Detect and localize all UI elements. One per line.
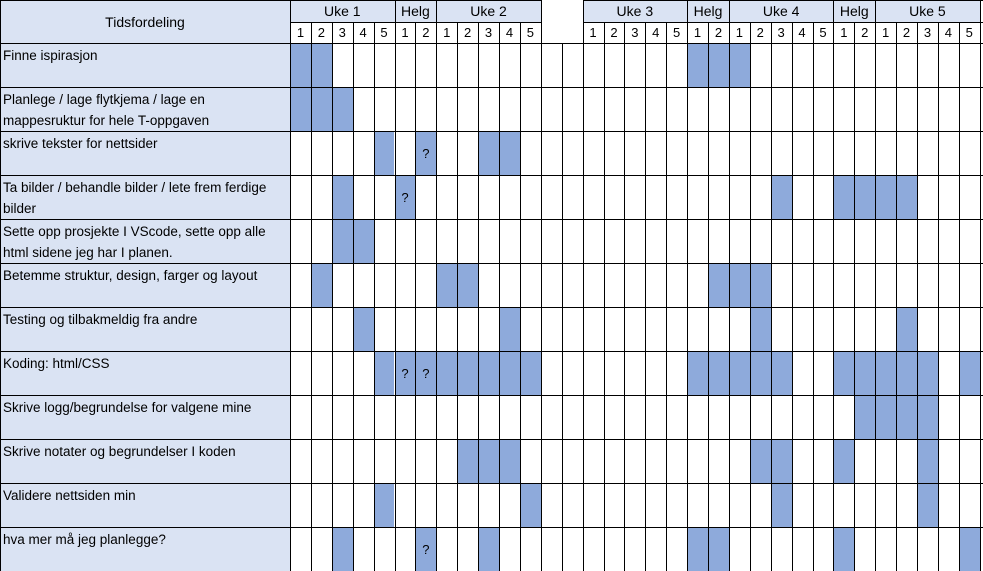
day-number: 1 (401, 25, 409, 40)
title-header (0, 0, 290, 43)
schedule-cell-filled (520, 351, 541, 395)
grid-line (0, 0, 541, 1)
day-number: 5 (819, 25, 827, 40)
schedule-cell-filled (854, 395, 875, 439)
schedule-cell-filled (708, 263, 729, 307)
schedule-cell-filled (750, 439, 771, 483)
task-label: Ta bilder / behandle bilder / lete frem ferdige bilder (0, 175, 290, 219)
grid-line (415, 22, 416, 571)
week-header (290, 0, 395, 22)
schedule-cell-filled (896, 175, 917, 219)
schedule-cell-filled (833, 439, 854, 483)
grid-line (332, 22, 333, 571)
schedule-cell-filled (917, 439, 938, 483)
schedule-cell-filled (917, 351, 938, 395)
grid-line (0, 0, 1, 571)
grid-line (0, 395, 983, 396)
day-number: 2 (756, 25, 764, 40)
day-number (541, 22, 562, 43)
week-header (436, 0, 541, 22)
schedule-cell-filled (750, 307, 771, 351)
grid-line (0, 439, 983, 440)
task-label: Testing og tilbakmeldig fra andre (0, 307, 290, 351)
schedule-cell-filled (833, 351, 854, 395)
schedule-cell-filled (708, 43, 729, 87)
day-number: 2 (714, 25, 723, 40)
schedule-cell-filled (499, 351, 520, 395)
grid-line (604, 22, 605, 571)
grid-line (0, 351, 983, 352)
grid-line (938, 22, 939, 571)
day-number: 1 (296, 25, 305, 40)
grid-line (687, 0, 688, 571)
grid-line (729, 0, 730, 571)
grid-line (520, 22, 521, 571)
schedule-cell-filled: ? (395, 175, 416, 219)
day-number: 5 (965, 25, 973, 40)
grid-line (896, 22, 897, 571)
week-header (687, 0, 729, 22)
grid-line (813, 22, 814, 571)
schedule-cell-filled (833, 175, 854, 219)
schedule-cell-filled (896, 351, 917, 395)
schedule-cell-filled (771, 351, 792, 395)
schedule-cell-filled (311, 263, 332, 307)
task-label: Sette opp prosjekte I VScode, sette opp alle html sidene jeg har I planen. (0, 219, 290, 263)
day-number: 2 (610, 25, 618, 40)
week-header (833, 0, 875, 22)
grid-line (959, 22, 960, 571)
task-label: Skrive notater og begrundelser I koden (0, 439, 290, 483)
grid-line (645, 22, 646, 571)
day-number (562, 22, 583, 43)
schedule-cell-filled (959, 351, 980, 395)
schedule-cell-filled (771, 175, 792, 219)
day-number: 3 (631, 25, 639, 40)
day-number: 4 (944, 25, 952, 40)
schedule-cell-filled (478, 131, 499, 175)
schedule-cell-filled (771, 483, 792, 527)
schedule-cell-filled (959, 527, 980, 571)
week-label: Helg (401, 3, 430, 19)
week-label: Helg (693, 3, 723, 19)
week-header (875, 0, 980, 22)
schedule-cell-filled (353, 219, 374, 263)
grid-line (750, 22, 751, 571)
schedule-cell-filled (499, 131, 520, 175)
grid-line (478, 22, 479, 571)
grid-line (792, 22, 793, 571)
day-number: 4 (652, 25, 660, 40)
day-number: 5 (673, 25, 681, 40)
schedule-cell-filled (750, 263, 771, 307)
schedule-cell-filled (374, 483, 395, 527)
grid-line (457, 22, 458, 571)
schedule-cell-filled (687, 351, 708, 395)
grid-line (562, 43, 563, 571)
grid-line (875, 0, 876, 571)
day-number: 1 (693, 25, 702, 40)
grid-line (499, 22, 500, 571)
schedule-cell-filled: ? (395, 351, 416, 395)
schedule-cell-filled (917, 483, 938, 527)
day-number: 1 (735, 25, 743, 40)
schedule-cell-filled (520, 483, 541, 527)
schedule-cell-filled (374, 131, 395, 175)
schedule-cell-filled (875, 175, 896, 219)
grid-line (0, 483, 983, 484)
day-number: 4 (359, 25, 367, 40)
day-number: 5 (380, 25, 388, 40)
task-label: Koding: html/CSS (0, 351, 290, 395)
week-label: Helg (839, 3, 869, 19)
schedule-cell-filled (833, 527, 854, 571)
grid-line (583, 22, 983, 23)
week-header (395, 0, 437, 22)
day-number: 2 (861, 25, 869, 40)
schedule-cell-filled (374, 351, 395, 395)
schedule-cell-filled (708, 527, 729, 571)
week-header (583, 0, 688, 22)
schedule-cell-filled (457, 351, 478, 395)
grid-line (374, 22, 375, 571)
day-number: 3 (777, 25, 785, 40)
schedule-cell-filled (332, 219, 353, 263)
grid-line (353, 22, 354, 571)
grid-line (708, 22, 709, 571)
schedule-cell-filled (917, 395, 938, 439)
day-number: 4 (505, 25, 514, 40)
schedule-cell-filled (457, 439, 478, 483)
grid-line (541, 0, 542, 571)
day-number: 2 (422, 25, 430, 40)
grid-line (0, 219, 983, 220)
schedule-cell-filled (332, 87, 353, 131)
schedule-cell-filled (478, 439, 499, 483)
day-number: 1 (443, 25, 451, 40)
schedule-cell-filled (896, 307, 917, 351)
schedule-cell-filled (290, 43, 311, 87)
grid-line (395, 0, 396, 571)
grid-line (771, 22, 772, 571)
week-label: Uke 3 (616, 3, 654, 19)
schedule-cell-filled (875, 351, 896, 395)
task-label: Finne ispirasjon (0, 43, 290, 87)
task-label: Planlege / lage flytkjema / lage en mappesruktur for hele T-oppgaven (0, 87, 290, 131)
schedule-cell-filled: ? (415, 131, 436, 175)
day-number: 3 (484, 25, 493, 40)
grid-line (0, 131, 983, 132)
schedule-cell-filled (478, 351, 499, 395)
schedule-cell-filled (729, 43, 750, 87)
schedule-cell-filled (332, 527, 353, 571)
schedule-cell-filled (854, 175, 875, 219)
grid-line (666, 22, 667, 571)
grid-line (0, 307, 983, 308)
schedule-cell-filled (771, 439, 792, 483)
grid-line (436, 0, 437, 571)
schedule-cell-filled (478, 527, 499, 571)
week-label: Uke 1 (323, 3, 361, 19)
week-label: Uke 4 (762, 3, 800, 19)
schedule-cell-filled (896, 395, 917, 439)
task-label: skrive tekster for nettsider (0, 131, 290, 175)
schedule-cell-filled (854, 351, 875, 395)
schedule-cell-filled: ? (415, 527, 436, 571)
grid-line (0, 87, 983, 88)
week-label: Uke 2 (470, 3, 507, 19)
grid-line (290, 0, 291, 571)
day-number: 3 (923, 25, 932, 40)
day-number: 4 (798, 25, 806, 40)
week-header (729, 0, 834, 22)
grid-line (0, 175, 983, 176)
schedule-cell-filled (311, 87, 332, 131)
week-label: Uke 5 (909, 3, 946, 19)
grid-line (0, 43, 983, 44)
schedule-cell-filled (457, 263, 478, 307)
grid-line (917, 22, 918, 571)
schedule-cell-filled (332, 175, 353, 219)
schedule-cell-filled (687, 527, 708, 571)
schedule-cell-filled: ? (415, 351, 436, 395)
day-number: 2 (902, 25, 911, 40)
schedule-cell-filled (729, 263, 750, 307)
schedule-cell-filled (499, 307, 520, 351)
schedule-cell-filled (290, 87, 311, 131)
task-label: hva mer må jeg planlegge? (0, 527, 290, 571)
day-number: 3 (338, 25, 346, 40)
day-number: 1 (840, 25, 848, 40)
grid-line (583, 0, 983, 1)
table-title: Tidsfordeling (105, 13, 185, 30)
schedule-cell-filled (436, 263, 457, 307)
schedule-cell-filled (708, 351, 729, 395)
grid-line (833, 0, 834, 571)
day-number: 1 (882, 25, 890, 40)
schedule-cell-filled (499, 439, 520, 483)
grid-line (583, 0, 584, 571)
schedule-cell-filled (311, 43, 332, 87)
schedule-cell-filled (687, 43, 708, 87)
day-number: 2 (464, 25, 472, 40)
schedule-cell-filled (436, 351, 457, 395)
task-label: Betemme struktur, design, farger og layout (0, 263, 290, 307)
day-number: 2 (317, 25, 325, 40)
grid-line (0, 527, 983, 528)
schedule-cell-filled (750, 351, 771, 395)
grid-line (0, 263, 983, 264)
grid-line (311, 22, 312, 571)
schedule-cell-filled (729, 351, 750, 395)
task-label: Skrive logg/begrundelse for valgene mine (0, 395, 290, 439)
schedule-cell-filled (875, 395, 896, 439)
grid-line (854, 22, 855, 571)
day-number: 5 (526, 25, 534, 40)
day-number: 1 (589, 25, 597, 40)
task-label: Validere nettsiden min (0, 483, 290, 527)
schedule-cell-filled (353, 307, 374, 351)
grid-line (980, 0, 981, 571)
grid-line (624, 22, 625, 571)
